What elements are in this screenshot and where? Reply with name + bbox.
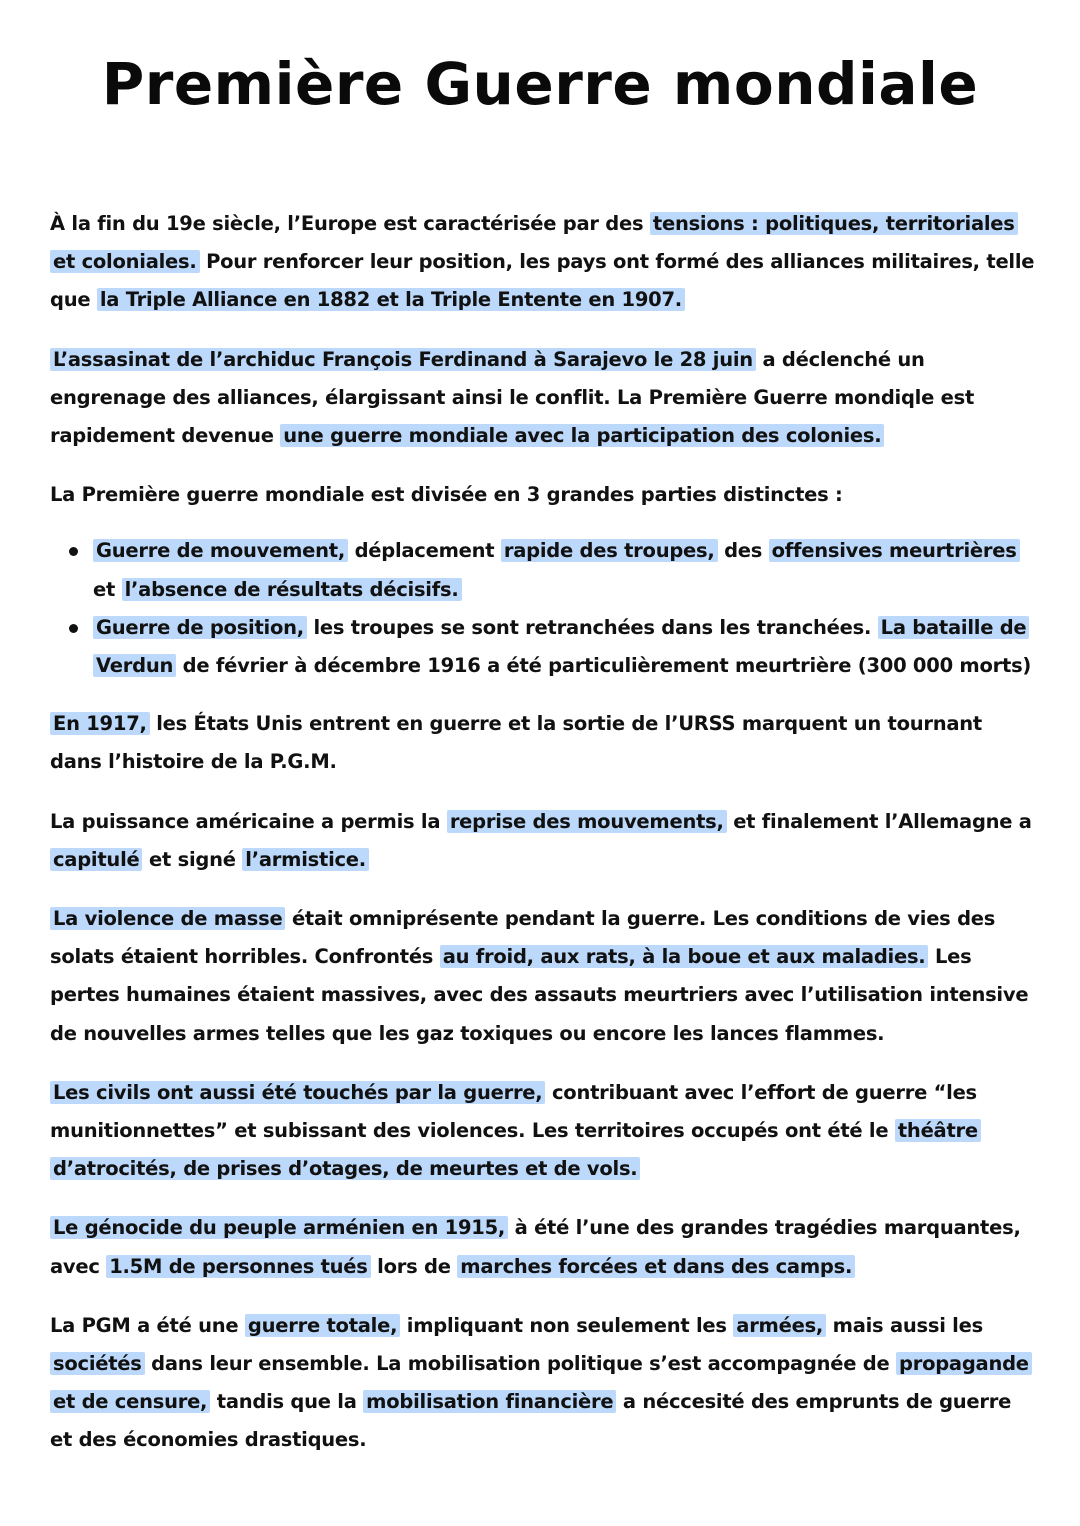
highlighted-text: tensions : politiques, territoriales et coloniales.: [50, 212, 1018, 273]
highlighted-text: La bataille de Verdun: [93, 616, 1029, 677]
paragraph: [50, 900, 1035, 1053]
highlighted-text: Le génocide du peuple arménien en 1915,: [50, 1216, 508, 1239]
highlighted-text: théâtre d’atrocités, de prises d’otages, de meurtes et de vols.: [50, 1119, 981, 1180]
body-text: impliquant non seulement les: [400, 1313, 734, 1337]
highlighted-text: au froid, aux rats, à la boue et aux maladies.: [440, 945, 929, 968]
highlighted-text: l’armistice.: [242, 848, 369, 871]
paragraph: [50, 341, 1035, 456]
paragraph: [50, 476, 1035, 514]
body-text: mais aussi les: [826, 1313, 983, 1337]
highlighted-text: Guerre de position,: [93, 616, 307, 639]
highlighted-text: 1.5M de personnes tués: [106, 1255, 370, 1278]
body-text: lors de: [370, 1254, 458, 1278]
body-text: déplacement: [348, 539, 501, 563]
paragraph: [50, 803, 1035, 879]
highlighted-text: En 1917,: [50, 712, 150, 735]
highlighted-text: la Triple Alliance en 1882 et la Triple Entente en 1907.: [97, 288, 685, 311]
highlighted-text: Guerre de mouvement,: [93, 539, 348, 562]
page-title: Première Guerre mondiale: [101, 50, 979, 118]
body-text: les États Unis entrent en guerre et la sortie de l’URSS marquent un tournant dans l’histoire de la P.G.M.: [50, 712, 982, 774]
body-text: tandis que la: [210, 1390, 364, 1414]
paragraph: [50, 1074, 1035, 1189]
highlighted-text: L’assasinat de l’archiduc François Ferdinand à Sarajevo le 28 juin: [50, 348, 756, 371]
body-text: les troupes se sont retranchées dans les tranchées.: [306, 615, 878, 639]
body-text: Les pertes humaines étaient massives, avec des assauts meurtriers avec l’utilisation intensive de nouvelles armes telles que les gaz toxiques ou encore les lances flammes.: [50, 945, 1029, 1045]
body-text: a déclenché un engrenage des alliances, élargissant ainsi le conflit. La Première Guerre mondiqle est rapidement devenue: [50, 347, 975, 448]
paragraph: [50, 1307, 1035, 1460]
highlighted-text: mobilisation financière: [363, 1390, 616, 1413]
document-body: [50, 205, 1035, 1481]
highlighted-text: La violence de masse: [50, 907, 285, 930]
body-text: La PGM a été une: [50, 1313, 245, 1337]
highlighted-text: armées,: [733, 1314, 826, 1337]
body-text: était omniprésente pendant la guerre. Les conditions de vies des solats étaient horribles. Confrontés: [50, 907, 996, 969]
paragraph: [50, 705, 1035, 781]
body-text: et: [93, 577, 122, 601]
body-text: à été l’une des grandes tragédies marquantes, avec: [50, 1216, 1021, 1278]
body-text: de février à décembre 1916 a été particulièrement meurtrière (300 000 morts): [176, 654, 1032, 678]
body-text: contribuant avec l’effort de guerre “les munitionnettes” et subissant des violences. Les territoires occupés ont été le: [50, 1080, 977, 1143]
body-text: dans leur ensemble. La mobilisation politique s’est accompagnée de: [144, 1352, 896, 1376]
body-text: des: [717, 539, 769, 563]
body-text: La Première guerre mondiale est divisée en 3 grandes parties distinctes :: [50, 483, 843, 507]
intro-paragraphs: [50, 205, 1035, 514]
bullet-item: [93, 532, 1035, 608]
body-text: La puissance américaine a permis la: [50, 809, 447, 833]
body-text: À la fin du 19e siècle, l’Europe est caractérisée par des: [50, 212, 650, 235]
highlighted-text: offensives meurtrières: [769, 539, 1020, 562]
highlighted-text: propagande et de censure,: [50, 1352, 1032, 1413]
highlighted-text: sociétés: [50, 1352, 145, 1375]
highlighted-text: reprise des mouvements,: [447, 810, 727, 833]
body-text: et finalement l’Allemagne a: [726, 809, 1032, 833]
body-text: et signé: [142, 847, 243, 871]
highlighted-text: une guerre mondiale avec la participation des colonies.: [280, 424, 884, 447]
main-paragraphs: [50, 705, 1035, 1459]
body-text: Pour renforcer leur position, les pays ont formé des alliances militaires, telle que: [50, 250, 1035, 312]
paragraph: [50, 1209, 1035, 1285]
bullet-list: [50, 532, 1035, 685]
highlighted-text: guerre totale,: [245, 1314, 400, 1337]
highlighted-text: l’absence de résultats décisifs.: [122, 578, 462, 601]
bullet-item: [93, 609, 1035, 685]
body-text: a néccesité des emprunts de guerre et des économies drastiques.: [50, 1390, 1012, 1452]
highlighted-text: rapide des troupes,: [501, 539, 718, 562]
paragraph: [50, 205, 1035, 320]
highlighted-text: marches forcées et dans des camps.: [457, 1255, 855, 1278]
highlighted-text: capitulé: [50, 848, 142, 871]
highlighted-text: Les civils ont aussi été touchés par la guerre,: [50, 1081, 545, 1104]
